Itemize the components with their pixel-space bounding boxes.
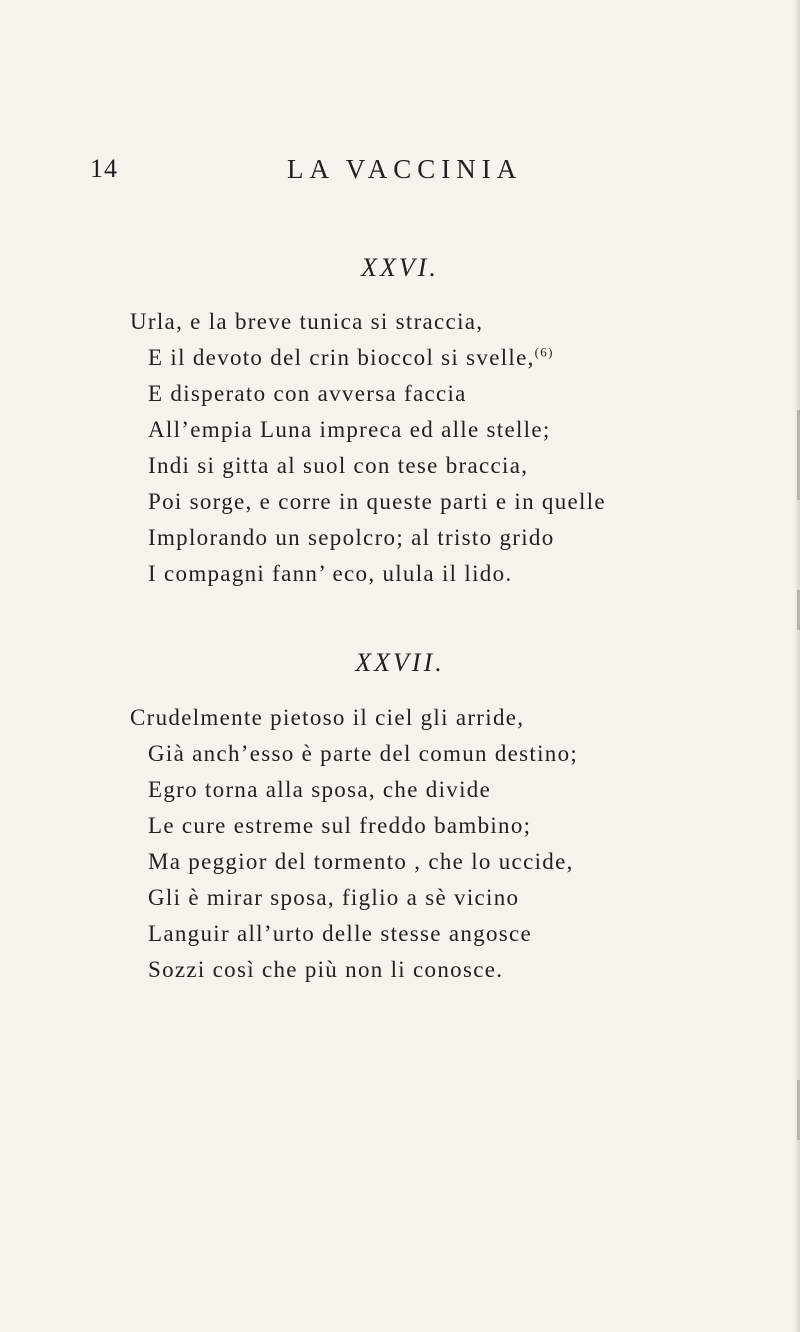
verse-line: E disperato con avversa faccia (148, 381, 467, 406)
verse-line: Indi si gitta al suol con tese braccia, (148, 453, 529, 478)
verse-line: Crudelmente pietoso il ciel gli arride, (130, 705, 525, 730)
verse-line: Egro torna alla sposa, che divide (148, 777, 492, 802)
verse-line: Implorando un sepolcro; al tristo grido (148, 525, 555, 550)
verse-line: I compagni fann’ eco, ulula il lido. (148, 561, 513, 586)
verse-line: Languir all’urto delle stesse angosce (148, 921, 533, 946)
verse-line: Poi sorge, e corre in queste parti e in quelle (148, 489, 606, 514)
verse-line: All’empia Luna impreca ed alle stelle; (148, 417, 551, 442)
verse-line: Urla, e la breve tunica si straccia, (130, 309, 484, 334)
verse-line: Già anch’esso è parte del comun destino; (148, 741, 579, 766)
verse-line (148, 342, 554, 374)
verse-line: Ma peggior del tormento , che lo uccide, (148, 849, 574, 874)
footnote-marker: (6) (534, 344, 554, 360)
verse-line: Le cure estreme sul freddo bambino; (148, 813, 532, 838)
page-number: 14 (90, 154, 118, 183)
verse-text: E il devoto del crin bioccol si svelle, (148, 345, 535, 370)
running-title: LA VACCINIA (287, 154, 523, 184)
stanza-title-xxvi: XXVI. (361, 253, 439, 282)
stanza-title-xxvii: XXVII. (355, 648, 445, 677)
verse-line: Sozzi così che più non li conosce. (148, 957, 504, 982)
verse-line: Gli è mirar sposa, figlio a sè vicino (148, 885, 520, 910)
